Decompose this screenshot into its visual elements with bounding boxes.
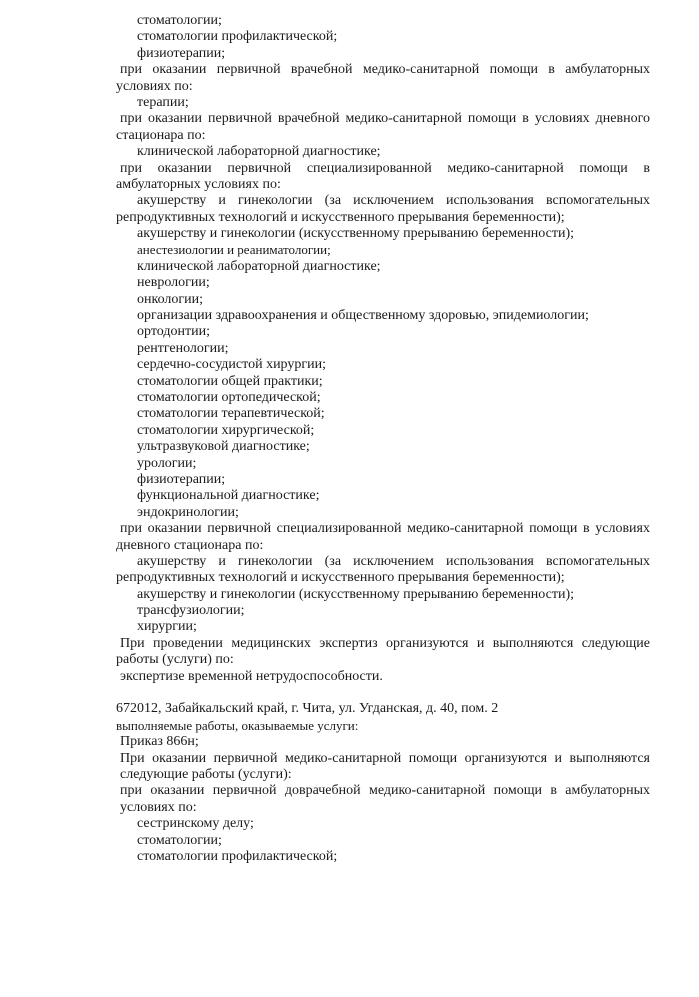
text-line: акушерству и гинекологии (за исключением использования вспомогательных: [137, 553, 650, 569]
text-line: при оказании первичной врачебной медико-санитарной помощи в условиях дневного: [120, 111, 650, 127]
text-line: дневного стационара по:: [116, 537, 264, 553]
text-line: стоматологии профилактической;: [137, 848, 338, 864]
text-line: При проведении медицинских экспертиз организуются и выполняются следующие: [120, 635, 650, 651]
text-line: ультразвуковой диагностике;: [137, 439, 310, 455]
text-line: экспертизе временной нетрудоспособности.: [120, 668, 383, 684]
blank-line: [116, 685, 650, 701]
text-line: амбулаторных условиях по:: [116, 176, 281, 192]
text-line: стоматологии общей практики;: [137, 373, 323, 389]
text-line: условиях по:: [120, 799, 197, 815]
text-line: хирургии;: [137, 619, 197, 635]
text-line: при оказании первичной специализированной медико-санитарной помощи в: [120, 160, 650, 176]
text-line: Приказ 866н;: [120, 734, 199, 750]
text-line: клинической лабораторной диагностике;: [137, 258, 381, 274]
text-line: терапии;: [137, 94, 189, 110]
text-line: при оказании первичной врачебной медико-санитарной помощи в амбулаторных: [120, 62, 650, 78]
text-line: неврологии;: [137, 275, 210, 291]
text-line: эндокринологии;: [137, 504, 239, 520]
text-line: стоматологии хирургической;: [137, 422, 315, 438]
text-line: работы (услуги) по:: [116, 652, 234, 668]
text-line: клинической лабораторной диагностике;: [137, 144, 381, 160]
text-line: трансфузиологии;: [137, 603, 245, 619]
text-line: акушерству и гинекологии (искусственному прерыванию беременности);: [137, 586, 575, 602]
text-line: ортодонтии;: [137, 324, 210, 340]
text-line: репродуктивных технологий и искусственного прерывания беременности);: [116, 570, 565, 586]
text-line: организации здравоохранения и общественному здоровью, эпидемиологии;: [137, 308, 589, 324]
text-line: стационара по:: [116, 127, 206, 143]
text-line: акушерству и гинекологии (искусственному прерыванию беременности);: [137, 226, 575, 242]
text-line: акушерству и гинекологии (за исключением использования вспомогательных: [137, 193, 650, 209]
text-line: стоматологии ортопедической;: [137, 389, 321, 405]
text-line: При оказании первичной медико-санитарной помощи организуются и выполняются: [120, 750, 650, 766]
text-line: следующие работы (услуги):: [120, 766, 292, 782]
text-line: рентгенологии;: [137, 340, 229, 356]
text-line: сердечно-сосудистой хирургии;: [137, 357, 326, 373]
text-line: сестринскому делу;: [137, 816, 254, 832]
text-line: при оказании первичной специализированной медико-санитарной помощи в условиях: [120, 521, 650, 537]
text-line: стоматологии;: [137, 832, 222, 848]
text-line: урологии;: [137, 455, 197, 471]
text-line: физиотерапии;: [137, 45, 226, 61]
text-line: физиотерапии;: [137, 471, 226, 487]
document-page: [116, 13, 650, 865]
text-line: стоматологии;: [137, 13, 222, 28]
text-line: функциональной диагностике;: [137, 488, 320, 504]
text-line: анестезиологии и реаниматологии;: [137, 242, 331, 258]
text-line: репродуктивных технологий и искусственного прерывания беременности);: [116, 209, 565, 225]
text-line: онкологии;: [137, 291, 204, 307]
text-line: стоматологии профилактической;: [137, 29, 338, 45]
text-line: выполняемые работы, оказываемые услуги:: [116, 717, 359, 733]
text-line: при оказании первичной доврачебной медико-санитарной помощи в амбулаторных: [120, 783, 650, 799]
text-line: 672012, Забайкальский край, г. Чита, ул. Угданская, д. 40, пом. 2: [116, 701, 499, 717]
text-line: стоматологии терапевтической;: [137, 406, 325, 422]
text-line: условиях по:: [116, 78, 193, 94]
